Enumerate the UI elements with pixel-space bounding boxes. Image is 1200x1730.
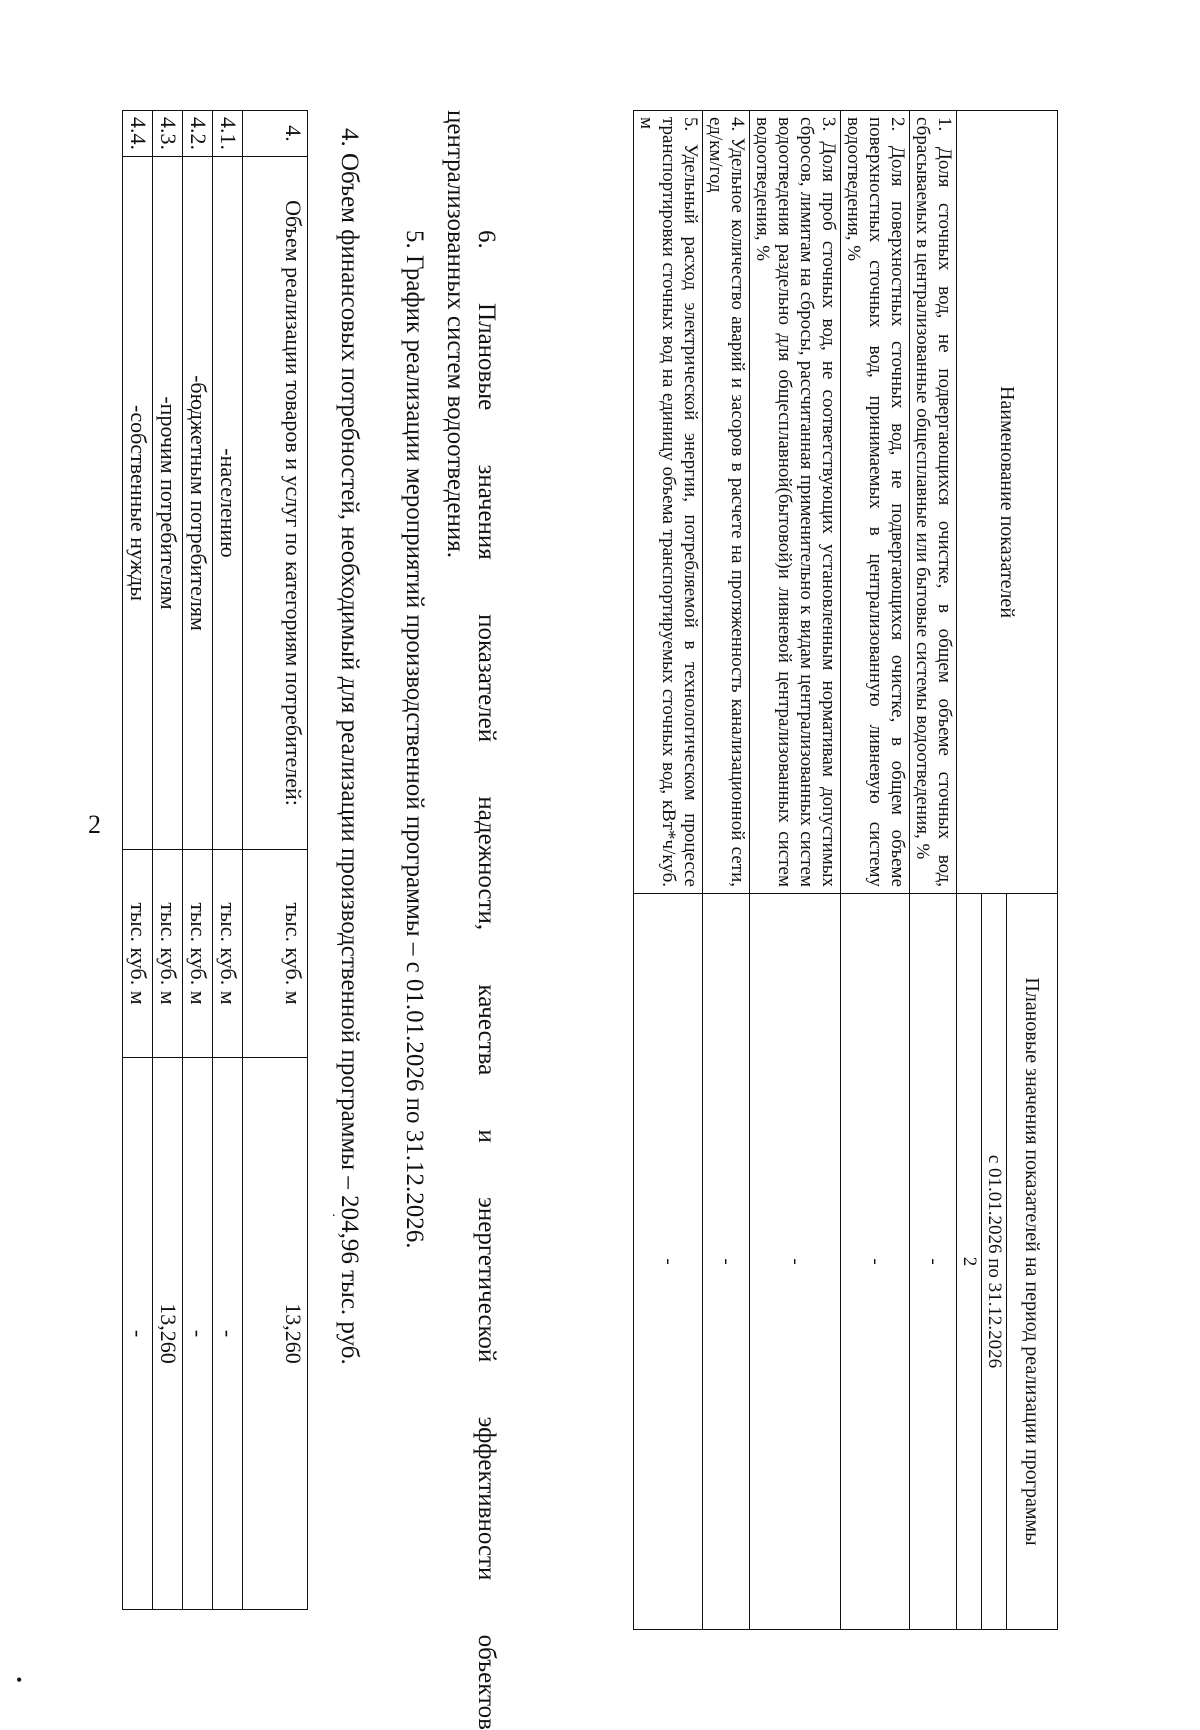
row-unit: тыс. куб. м [123, 850, 153, 1058]
table-row [703, 111, 750, 1630]
table-row [243, 111, 308, 1610]
indicator-value: - [750, 894, 841, 1630]
row-name: -населению [213, 157, 243, 850]
indicator-value: - [703, 894, 750, 1630]
stray-mark: • [16, 1670, 23, 1690]
table-row [841, 111, 910, 1630]
section-4-heading: 4. Объем финансовых потребностей, необходимый для реализации производственной программы – 204,96 тыс. руб. [336, 128, 363, 1365]
row-value: 13,260 [243, 1058, 308, 1610]
row-name: -собственные нужды [123, 157, 153, 850]
indicator-value: - [634, 894, 703, 1630]
table-row [213, 111, 243, 1610]
volume-table [122, 110, 308, 1610]
indicators-col2-num: 2 [957, 894, 982, 1630]
row-name: -бюджетным потребителям [183, 157, 213, 850]
row-unit: тыс. куб. м [243, 850, 308, 1058]
row-value: - [213, 1058, 243, 1610]
row-number: 4.2. [183, 111, 213, 157]
table-row [750, 111, 841, 1630]
table-row [634, 111, 703, 1630]
indicators-value-header: Плановые значения показателей на период реализации программы [1007, 894, 1058, 1630]
indicator-value: - [841, 894, 910, 1630]
row-value: 13,260 [153, 1058, 183, 1610]
row-name: Объем реализации товаров и услуг по категориям потребителей: [243, 157, 308, 850]
rotated-page-content [126, 80, 1093, 1730]
row-unit: тыс. куб. м [153, 850, 183, 1058]
indicator-name: 3. Доля проб сточных вод, не соответствующих установленным нормативам допустимых сбросов, лимитам на сбросы, рассчитанная применительно к видам централизованных систем водоотведения раздельно для общесплавной(бытовой)и ливневой централизованных систем водоотведения, % [750, 111, 841, 894]
table-row [153, 111, 183, 1610]
stray-dot: . [332, 1205, 336, 1220]
table-row [123, 111, 153, 1610]
indicators-period: с 01.01.2026 по 31.12.2026 [982, 894, 1007, 1630]
row-number: 4.1. [213, 111, 243, 157]
row-number: 4. [243, 111, 308, 157]
row-unit: тыс. куб. м [213, 850, 243, 1058]
indicator-name: 2. Доля поверхностных сточных вод, не подвергающихся очистке, в общем объеме поверхностных сточных вод, принимаемых в централизованную ливневую систему водоотведения, % [841, 111, 910, 894]
row-value: - [183, 1058, 213, 1610]
table-row [910, 111, 957, 1630]
indicator-value: - [910, 894, 957, 1630]
section-5-heading: 5. График реализации мероприятий производственной программы – с 01.01.2026 по 31.12.2026. [401, 230, 428, 1249]
row-name: -прочим потребителям [153, 157, 183, 850]
indicators-name-header: Наименование показателей [957, 111, 1058, 894]
row-unit: тыс. куб. м [183, 850, 213, 1058]
indicator-name: 4. Удельное количество аварий и засоров в расчете на протяженность канализационной сети, ед/км/год [703, 111, 750, 894]
row-number: 4.4. [123, 111, 153, 157]
indicator-name: 1. Доля сточных вод, не подвергающихся очистке, в общем объеме сточных вод, сбрасываемых в централизованные общесплавные или бытовые системы водоотведения, % [910, 111, 957, 894]
table-row [183, 111, 213, 1610]
indicators-table [633, 110, 1058, 1630]
indicator-name: 5. Удельный расход электрической энергии, потребляемой в технологическом процессе транспортировки сточных вод на единицу объема транспортируемых сточных вод, кВт*ч/куб. м [634, 111, 703, 894]
page-number: 2 [88, 810, 101, 839]
row-number: 4.3. [153, 111, 183, 157]
row-value: - [123, 1058, 153, 1610]
section-6-heading-cont: централизованных систем водоотведения. [442, 110, 469, 558]
section-6-heading: 6. Плановые значения показателей надежности, качества и энергетической эффективности объектов [473, 230, 500, 1730]
